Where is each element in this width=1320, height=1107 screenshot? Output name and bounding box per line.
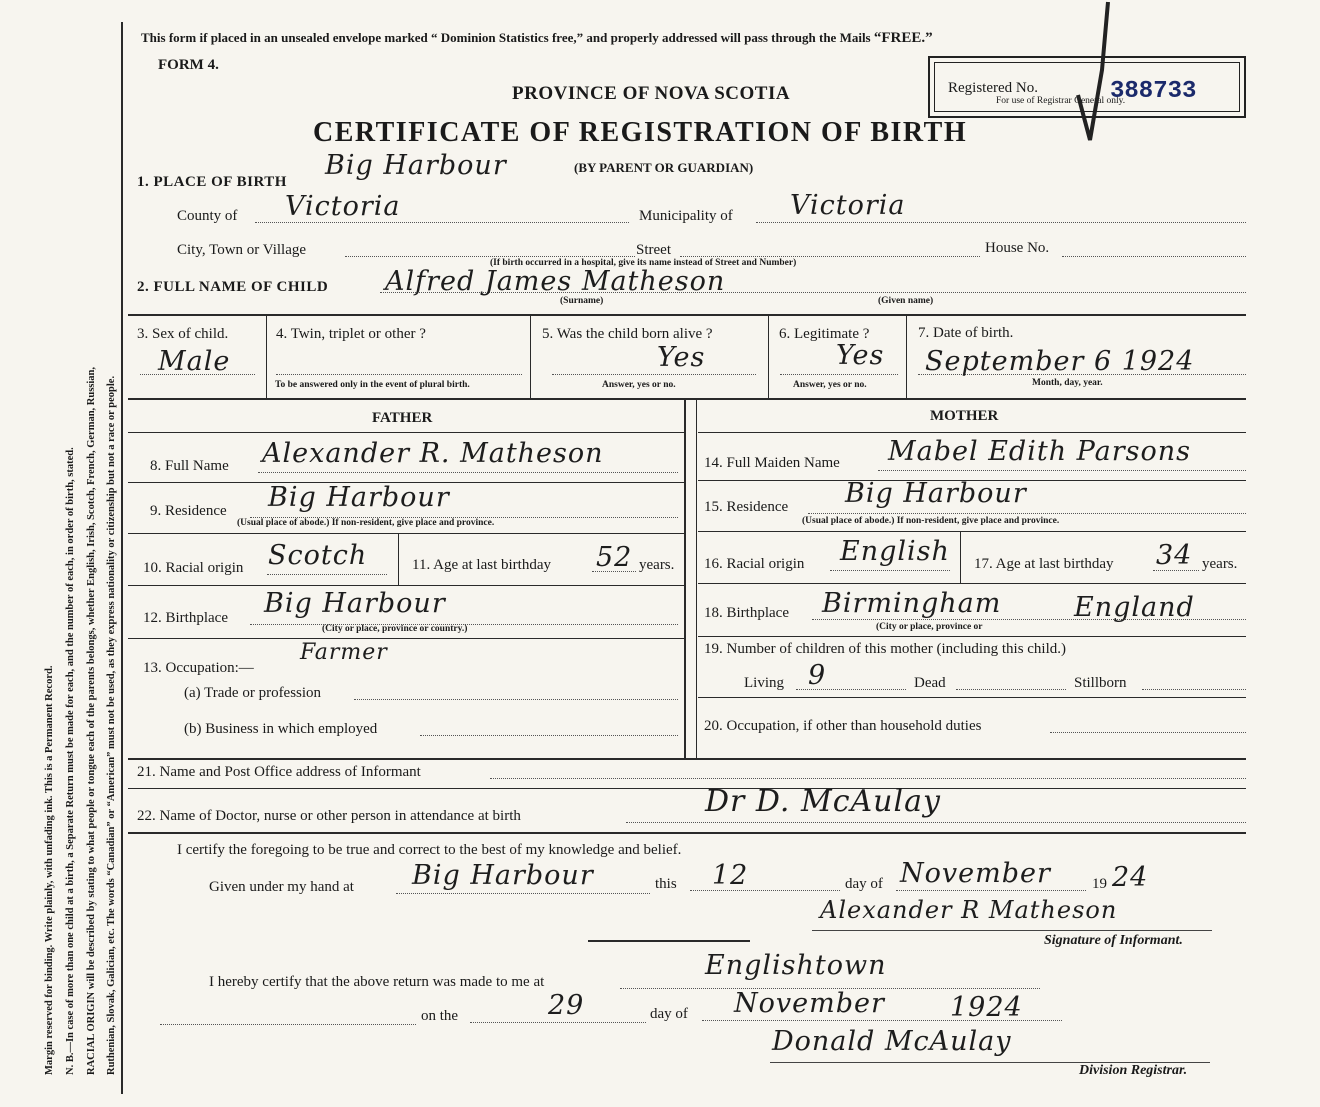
mother-age-label: 17. Age at last birthday	[974, 556, 1114, 572]
given-name-note: (Given name)	[878, 296, 934, 306]
received-day-value: 29	[548, 990, 585, 1021]
mother-birthplace-label: 18. Birthplace	[704, 605, 789, 621]
father-birthplace-note: (City or place, province or country.)	[322, 624, 468, 634]
father-age-label: 11. Age at last birthday	[412, 557, 551, 573]
hereby-certify-label: I hereby certify that the above return was made to me at	[209, 974, 545, 990]
margin-note-racial-origin-cont: Ruthenian, Slovak, Galician, etc. The words “Canadian” or “American” must not be used, as they express nationality or citizenship but not a race or people.	[106, 375, 117, 1075]
county-value: Victoria	[285, 191, 401, 222]
mother-birthplace-country-value: England	[1074, 592, 1195, 623]
received-at-value: Englishtown	[705, 950, 887, 981]
children-count-label: 19. Number of children of this mother (including this child.)	[704, 641, 1067, 657]
certify-statement: I certify the foregoing to be true and correct to the best of my knowledge and belief.	[177, 842, 682, 858]
received-month-value: November	[734, 988, 885, 1019]
alive-label: 5. Was the child born alive ?	[542, 326, 713, 342]
mother-birthplace-city-value: Birmingham	[822, 588, 1002, 619]
county-label: County of	[177, 208, 238, 224]
mother-years-label: years.	[1202, 556, 1238, 572]
mother-heading: MOTHER	[930, 408, 999, 424]
mother-racial-label: 16. Racial origin	[704, 556, 805, 572]
day-of-label: day of	[845, 876, 883, 892]
mail-notice: This form if placed in an unsealed envelope marked “ Dominion Statistics free,” and properly addressed will pass through the Mails “FREE.”	[141, 30, 933, 46]
twin-note: To be answered only in the event of plural birth.	[275, 380, 470, 390]
legitimate-label: 6. Legitimate ?	[779, 326, 870, 342]
this-label: this	[655, 876, 677, 892]
given-year-value: 24	[1112, 862, 1149, 893]
living-label: Living	[744, 675, 784, 691]
mother-birthplace-note: (City or place, province or	[876, 622, 983, 632]
father-name-label: 8. Full Name	[150, 458, 229, 474]
twin-label: 4. Twin, triplet or other ?	[276, 326, 426, 342]
father-age-value: 52	[596, 542, 633, 573]
margin-rule	[121, 22, 123, 1094]
margin-note-racial-origin: RACIAL ORIGIN will be described by stating to what people or tongue each of the parents belongs, whether English, Irish, Scotch, French, German, Russian,	[86, 366, 97, 1075]
registrar-use-note: For use of Registrar General only.	[996, 96, 1126, 106]
mother-age-value: 34	[1156, 540, 1193, 571]
father-residence-label: 9. Residence	[150, 503, 227, 519]
business-label: (b) Business in which employed	[184, 721, 378, 737]
sex-value: Male	[158, 346, 231, 377]
dob-note: Month, day, year.	[1032, 378, 1103, 388]
alive-value: Yes	[657, 342, 706, 373]
signature-of-informant-label: Signature of Informant.	[1044, 933, 1183, 948]
page-title: CERTIFICATE OF REGISTRATION OF BIRTH	[313, 117, 968, 148]
hospital-note: (If birth occurred in a hospital, give its name instead of Street and Number)	[490, 258, 797, 268]
given-month-value: November	[900, 858, 1051, 889]
house-no-label: House No.	[985, 240, 1050, 256]
subtitle: (BY PARENT OR GUARDIAN)	[574, 160, 754, 175]
living-value: 9	[808, 660, 827, 691]
father-racial-label: 10. Racial origin	[143, 560, 244, 576]
mother-residence-label: 15. Residence	[704, 499, 789, 515]
father-birthplace-value: Big Harbour	[264, 588, 446, 619]
mother-name-value: Mabel Edith Parsons	[888, 436, 1191, 467]
father-residence-note: (Usual place of abode.) If non-resident, give place and province.	[237, 518, 495, 528]
mother-occupation-label: 20. Occupation, if other than household duties	[704, 718, 982, 734]
doctor-label: 22. Name of Doctor, nurse or other person in attendance at birth	[137, 808, 521, 824]
day-of-label-2: day of	[650, 1006, 688, 1022]
given-at-value: Big Harbour	[412, 860, 594, 891]
given-under-label: Given under my hand at	[209, 879, 354, 895]
municipality-label: Municipality of	[639, 208, 733, 224]
alive-yes-no-note: Answer, yes or no.	[602, 380, 676, 390]
father-name-value: Alexander R. Matheson	[262, 438, 604, 469]
received-year-value: 1924	[950, 992, 1023, 1023]
surname-note: (Surname)	[560, 296, 604, 306]
registrar-signature: Donald McAulay	[772, 1026, 1012, 1057]
province-heading: PROVINCE OF NOVA SCOTIA	[512, 83, 791, 104]
dead-label: Dead	[914, 675, 946, 691]
street-label: Street	[636, 242, 671, 258]
pen-check-mark	[1060, 0, 1120, 150]
stillborn-label: Stillborn	[1074, 675, 1127, 691]
place-of-birth-value: Big Harbour	[325, 150, 507, 181]
margin-note-multiple-births: N. B.—In case of more than one child at a birth, a Separate Return must be made for each, and the number of each, in order of birth, stated.	[65, 447, 76, 1075]
mother-name-label: 14. Full Maiden Name	[704, 455, 840, 471]
father-birthplace-label: 12. Birthplace	[143, 610, 228, 626]
given-year-prefix: 19	[1092, 876, 1107, 892]
dob-label: 7. Date of birth.	[918, 325, 1014, 341]
legitimate-value: Yes	[836, 340, 885, 371]
given-day-value: 12	[712, 860, 749, 891]
mother-residence-value: Big Harbour	[845, 478, 1027, 509]
informant-signature: Alexander R Matheson	[820, 896, 1118, 924]
mother-residence-note: (Usual place of abode.) If non-resident, give place and province.	[802, 516, 1060, 526]
on-the-label: on the	[421, 1008, 459, 1024]
child-name-value: Alfred James Matheson	[385, 266, 726, 297]
division-registrar-label: Division Registrar.	[1079, 1063, 1188, 1078]
doctor-value: Dr D. McAulay	[705, 784, 941, 819]
margin-note-binding: Margin reserved for binding. Write plainly, with unfading ink. This is a Permanent Record.	[44, 665, 55, 1075]
trade-label: (a) Trade or profession	[184, 685, 322, 701]
legitimate-yes-no-note: Answer, yes or no.	[793, 380, 867, 390]
mother-racial-value: English	[840, 536, 950, 567]
city-label: City, Town or Village	[177, 242, 307, 258]
father-years-label: years.	[639, 557, 675, 573]
sex-label: 3. Sex of child.	[137, 326, 229, 342]
full-name-label: 2. FULL NAME OF CHILD	[137, 279, 329, 295]
registered-number: 388733	[1110, 78, 1197, 105]
registered-label: Registered No.	[948, 80, 1038, 96]
dob-value: September 6 1924	[925, 346, 1195, 377]
place-of-birth-label: 1. PLACE OF BIRTH	[137, 174, 287, 190]
form-number: FORM 4.	[158, 57, 219, 73]
father-heading: FATHER	[372, 410, 433, 426]
father-racial-value: Scotch	[268, 540, 368, 571]
occupation-label: 13. Occupation:—	[143, 660, 254, 676]
informant-label: 21. Name and Post Office address of Informant	[137, 764, 421, 780]
municipality-value: Victoria	[790, 190, 906, 221]
father-residence-value: Big Harbour	[268, 482, 450, 513]
occupation-value: Farmer	[300, 640, 388, 665]
